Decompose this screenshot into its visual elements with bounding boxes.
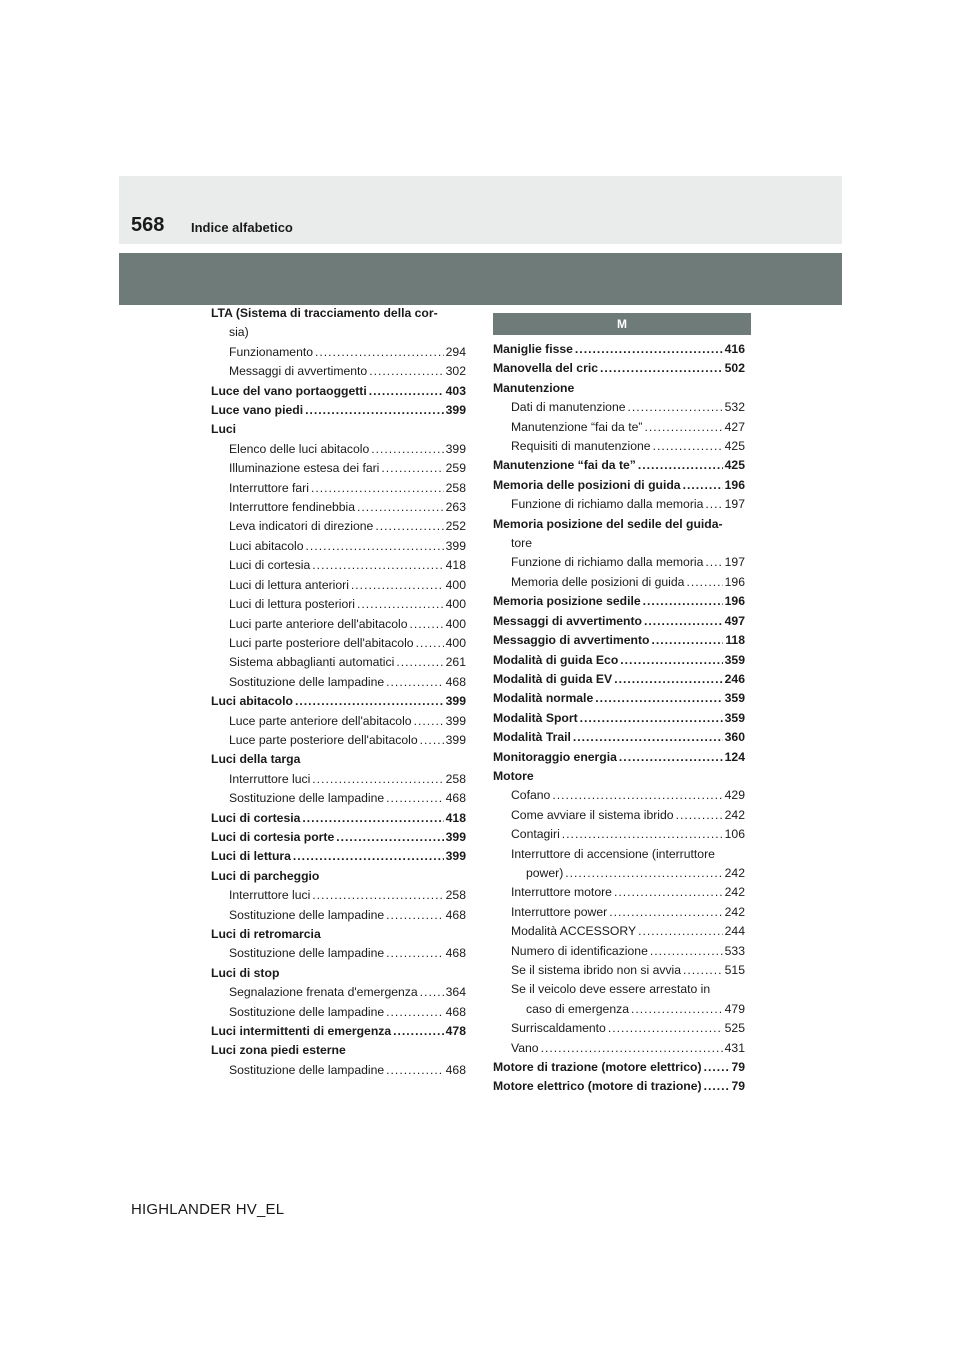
index-entry-label: Luci di lettura posteriori [229, 597, 355, 612]
leader-dots [336, 828, 443, 847]
index-entry-label: Luci di lettura anteriori [229, 577, 349, 592]
index-entry-label: LTA (Sistema di tracciamento della cor- [211, 306, 438, 320]
leader-dots [704, 1077, 730, 1096]
index-entry-label: Luci della targa [211, 752, 301, 767]
index-entry [493, 1019, 745, 1038]
index-entry-page: 399 [445, 713, 466, 728]
index-entry-label: Memoria delle posizioni di guida [493, 477, 681, 492]
index-entry-label: Modalità di guida EV [493, 671, 613, 686]
leader-dots [375, 517, 443, 536]
index-entry-label: Modalità ACCESSORY [511, 924, 637, 939]
leader-dots [620, 651, 722, 670]
index-entry-label: Luci parte anteriore dell'abitacolo [229, 616, 408, 631]
leader-dots [295, 692, 444, 711]
index-entry-label: Luci parte posteriore dell'abitacolo [229, 635, 414, 650]
index-entry [493, 922, 745, 941]
leader-dots [619, 748, 723, 767]
leader-dots [552, 786, 722, 805]
leader-dots [409, 615, 443, 634]
index-entry-label: Luce vano piedi [211, 403, 304, 418]
index-entry-page: 399 [445, 732, 466, 747]
index-entry [211, 867, 466, 886]
index-entry [493, 631, 745, 650]
index-entry-page: 359 [724, 652, 745, 667]
leader-dots [369, 382, 444, 401]
index-entry-page: 242 [724, 865, 745, 880]
index-entry-page: 468 [445, 907, 466, 922]
index-entry [493, 903, 745, 922]
index-entry-label: Modalità normale [493, 691, 594, 706]
index-entry [493, 651, 745, 670]
index-entry [493, 864, 745, 883]
index-entry-page: 258 [445, 771, 466, 786]
index-entry [493, 437, 745, 456]
leader-dots [562, 825, 723, 844]
index-entry-page: 261 [445, 655, 466, 670]
index-entry-label: Motore di trazione (motore elettrico) [493, 1060, 702, 1075]
index-entry [211, 750, 466, 769]
index-entry-label: Maniglie fisse [493, 342, 573, 356]
leader-dots [414, 712, 444, 731]
index-entry-page: 400 [445, 616, 466, 631]
leader-dots [386, 906, 444, 925]
index-entry-page: 468 [445, 791, 466, 806]
index-entry-label: Luci di lettura [211, 849, 291, 864]
index-entry-label: Memoria posizione del sedile del guida- [493, 516, 723, 531]
index-entry-label: Sostituzione delle lampadine [229, 907, 385, 922]
index-entry-label: tore [511, 536, 533, 551]
index-entry-page: 416 [724, 342, 745, 356]
index-entry [211, 1003, 466, 1022]
leader-dots [628, 398, 723, 417]
index-entry [493, 398, 745, 417]
leader-dots [595, 689, 722, 708]
index-entry-page: 425 [724, 458, 745, 473]
index-entry-label: Messaggi di avvertimento [493, 613, 643, 628]
index-entry-page: 431 [724, 1040, 745, 1055]
index-entry [493, 1058, 745, 1077]
index-entry-page: 359 [724, 710, 745, 725]
index-entry [493, 573, 745, 592]
index-entry-label: Memoria posizione sedile [493, 594, 641, 609]
index-entry [211, 479, 466, 498]
index-entry-page: 244 [724, 924, 745, 939]
index-entry-page: 400 [445, 597, 466, 612]
index-entry-page: 468 [445, 1004, 466, 1019]
index-entry-label: Manutenzione “fai da te” [511, 419, 643, 434]
index-entry-label: Cofano [511, 788, 551, 803]
index-entry-label: Sostituzione delle lampadine [229, 674, 385, 689]
index-entry-page: 242 [724, 904, 745, 919]
leader-dots [683, 961, 723, 980]
index-entry-page: 418 [445, 810, 466, 825]
leader-dots [302, 809, 443, 828]
leader-dots [638, 922, 723, 941]
index-entry-label: Luce parte anteriore dell'abitacolo [229, 713, 412, 728]
index-entry-page: 197 [724, 555, 745, 570]
index-entry-page: 399 [445, 441, 466, 456]
index-entry [211, 401, 466, 420]
index-column-left [211, 304, 466, 1080]
index-entry-label: Luci abitacolo [229, 538, 304, 553]
header-divider-band [119, 253, 842, 305]
index-entry [211, 692, 466, 711]
index-entry [493, 379, 745, 398]
index-entry-label: Sistema abbaglianti automatici [229, 655, 395, 670]
index-entry-label: Illuminazione estesa dei fari [229, 461, 380, 476]
index-entry [211, 517, 466, 536]
index-entry [211, 382, 466, 401]
index-entry [211, 964, 466, 983]
leader-dots [312, 770, 443, 789]
index-entry [211, 576, 466, 595]
section-letter-bar: M [493, 313, 751, 335]
index-entry-page: 427 [724, 419, 745, 434]
index-entry-label: Interruttore fendinebbia [229, 500, 356, 515]
index-entry [493, 670, 745, 689]
index-entry [493, 689, 745, 708]
index-entry [493, 845, 745, 864]
index-entry-page: 106 [724, 827, 745, 842]
index-entry [211, 828, 466, 847]
leader-dots [573, 728, 723, 747]
leader-dots [396, 653, 443, 672]
leader-dots [371, 440, 443, 459]
index-entry-page: 258 [445, 480, 466, 495]
index-entry-page: 468 [445, 946, 466, 961]
index-entry-page: 259 [445, 461, 466, 476]
index-entry-label: Messaggio di avvertimento [493, 633, 650, 648]
index-entry-page: 79 [731, 1060, 745, 1075]
index-entry-label: Manutenzione [493, 380, 575, 395]
index-entry-label: Luci di cortesia [229, 558, 311, 573]
index-entry [493, 359, 745, 378]
leader-dots [643, 592, 723, 611]
index-entry-label: Sostituzione delle lampadine [229, 791, 385, 806]
leader-dots [683, 476, 723, 495]
index-entry-label: Luci di stop [211, 965, 280, 980]
index-entry-label: Manovella del cric [493, 361, 598, 376]
index-entry [493, 1039, 745, 1058]
index-entry-label: Surriscaldamento [511, 1021, 606, 1036]
index-entry-label: Funzionamento [229, 344, 314, 359]
index-entry-label: Luce del vano portaoggetti [211, 383, 367, 398]
leader-dots [653, 437, 723, 456]
index-entry [211, 1061, 466, 1080]
leader-dots [650, 942, 723, 961]
index-entry [493, 495, 745, 514]
index-entry [211, 1022, 466, 1041]
index-entry-label: power) [526, 865, 564, 880]
index-entry-page: 196 [724, 594, 745, 609]
index-entry-page: 400 [445, 577, 466, 592]
index-entry-label: Interruttore motore [511, 885, 612, 900]
leader-dots [306, 537, 444, 556]
index-entry-page: 246 [724, 671, 745, 686]
index-entry-label: Luci di parcheggio [211, 868, 320, 883]
index-entry-page: 399 [445, 694, 466, 709]
leader-dots [386, 944, 444, 963]
leader-dots [676, 806, 723, 825]
index-entry [211, 304, 466, 323]
index-entry-label: Modalità Sport [493, 710, 578, 725]
leader-dots [305, 401, 444, 420]
index-entry-page: 418 [445, 558, 466, 573]
index-entry-page: 252 [445, 519, 466, 534]
index-entry-label: Sostituzione delle lampadine [229, 1004, 385, 1019]
index-entry-page: 242 [724, 885, 745, 900]
index-entry-page: 359 [724, 691, 745, 706]
index-entry [211, 770, 466, 789]
index-entry-page: 242 [724, 807, 745, 822]
leader-dots [386, 673, 444, 692]
index-entry-label: Luci [211, 422, 237, 437]
leader-dots [608, 1019, 723, 1038]
page-number: 568 [131, 214, 165, 236]
index-entry-label: Motore elettrico (motore di trazione) [493, 1079, 702, 1094]
index-entry-page: 425 [724, 439, 745, 454]
index-entry [211, 1041, 466, 1060]
index-entry [211, 886, 466, 905]
leader-dots [293, 847, 444, 866]
index-entry-label: Interruttore fari [229, 480, 309, 495]
section-title: Indice alfabetico [191, 220, 293, 235]
index-entry-label: Come avviare il sistema ibrido [511, 807, 674, 822]
index-entry-label: Interruttore power [511, 904, 608, 919]
index-entry-label: Messaggi di avvertimento [229, 364, 368, 379]
index-entry-label: Sostituzione delle lampadine [229, 1062, 385, 1077]
index-entry-page: 468 [445, 1062, 466, 1077]
index-entry [493, 883, 745, 902]
index-entry-page: 263 [445, 500, 466, 515]
footer-model: HIGHLANDER HV_EL [131, 1201, 285, 1218]
index-entry [211, 809, 466, 828]
index-entry-page: 294 [445, 344, 466, 359]
index-entry-label: Luci di cortesia [211, 810, 301, 825]
index-entry-page: 364 [445, 985, 466, 1000]
index-entry-label: Memoria delle posizioni di guida [511, 574, 685, 589]
index-entry-page: 502 [724, 361, 745, 376]
leader-dots [357, 498, 444, 517]
index-entry-page: 79 [731, 1079, 745, 1094]
index-entry [493, 786, 745, 805]
index-entry-page: 429 [724, 788, 745, 803]
index-entry-label: Luci intermittenti di emergenza [211, 1024, 392, 1039]
index-entry [211, 615, 466, 634]
index-entry-page: 399 [445, 829, 466, 844]
index-entry-page: 400 [445, 635, 466, 650]
index-entry [211, 420, 466, 439]
index-entry-label: Dati di manutenzione [511, 400, 626, 415]
index-entry [493, 340, 745, 359]
leader-dots [644, 612, 723, 631]
index-entry [493, 1077, 745, 1096]
leader-dots [600, 359, 723, 378]
index-entry [493, 825, 745, 844]
index-entry-label: Luci di retromarcia [211, 927, 321, 941]
index-entry [493, 806, 745, 825]
leader-dots [705, 553, 722, 572]
leader-dots [541, 1039, 723, 1058]
leader-dots [351, 576, 444, 595]
leader-dots [312, 886, 443, 905]
index-entry-label: Funzione di richiamo dalla memoria [511, 555, 704, 570]
index-entry [493, 767, 745, 786]
index-entry-label: Interruttore di accensione (interruttore [511, 846, 715, 861]
leader-dots [386, 789, 444, 808]
index-entry [211, 459, 466, 478]
index-entry-label: Segnalazione frenata d'emergenza [229, 985, 418, 1000]
index-entry [493, 980, 745, 999]
index-entry-label: Se il veicolo deve essere arrestato in [511, 982, 711, 997]
index-entry [211, 323, 466, 342]
index-entry-label: Luci abitacolo [211, 694, 293, 709]
leader-dots [686, 573, 722, 592]
leader-dots [565, 864, 722, 883]
index-entry-page: 399 [445, 849, 466, 864]
index-entry-label: Numero di identificazione [511, 943, 648, 958]
index-entry [211, 906, 466, 925]
index-entry [493, 612, 745, 631]
index-entry [211, 537, 466, 556]
index-entry [493, 942, 745, 961]
index-entry-page: 403 [445, 383, 466, 398]
index-entry-label: Modalità Trail [493, 730, 571, 745]
index-entry [211, 673, 466, 692]
leader-dots [705, 495, 722, 514]
index-entry [493, 418, 745, 437]
index-entry [493, 961, 745, 980]
index-entry [211, 498, 466, 517]
index-entry-label: Interruttore luci [229, 888, 311, 903]
leader-dots [631, 1000, 723, 1019]
index-entry [493, 748, 745, 767]
leader-dots [386, 1003, 444, 1022]
index-entry [211, 595, 466, 614]
index-entry-label: Interruttore luci [229, 771, 311, 786]
leader-dots [609, 903, 722, 922]
index-entry [211, 944, 466, 963]
index-entry-label: Manutenzione “fai da te” [493, 458, 636, 473]
index-entry-label: Motore [493, 768, 534, 783]
index-entry [493, 515, 745, 534]
index-entry [211, 712, 466, 731]
index-entry [493, 476, 745, 495]
leader-dots [651, 631, 723, 650]
index-entry-page: 399 [445, 538, 466, 553]
index-entry [493, 709, 745, 728]
index-entry-page: 533 [724, 943, 745, 958]
index-entry [211, 925, 466, 944]
leader-dots [614, 883, 723, 902]
index-entry-label: Luci zona piedi esterne [211, 1043, 346, 1058]
index-entry-label: Sostituzione delle lampadine [229, 946, 385, 961]
leader-dots [704, 1058, 730, 1077]
leader-dots [312, 556, 443, 575]
index-entry-label: caso di emergenza [526, 1001, 629, 1016]
index-entry-page: 525 [724, 1021, 745, 1036]
index-entry [493, 728, 745, 747]
index-entry-page: 258 [445, 888, 466, 903]
index-entry-page: 399 [445, 403, 466, 418]
leader-dots [644, 418, 722, 437]
index-entry-label: Contagiri [511, 827, 560, 842]
leader-dots [381, 459, 443, 478]
index-entry [493, 534, 745, 553]
index-entry [493, 1000, 745, 1019]
leader-dots [311, 479, 444, 498]
index-entry [211, 789, 466, 808]
index-entry-label: Luce parte posteriore dell'abitacolo [229, 732, 418, 747]
index-entry [493, 592, 745, 611]
index-entry [493, 456, 745, 475]
leader-dots [416, 634, 444, 653]
index-entry-page: 497 [724, 613, 745, 628]
index-entry-label: Luci di cortesia porte [211, 829, 335, 844]
index-entry [211, 440, 466, 459]
index-entry-page: 196 [724, 574, 745, 589]
index-entry-label: Requisiti di manutenzione [511, 439, 651, 454]
leader-dots [580, 709, 723, 728]
index-entry [211, 362, 466, 381]
index-entry [211, 847, 466, 866]
index-entry-page: 532 [724, 400, 745, 415]
index-entry-page: 360 [724, 730, 745, 745]
index-entry-page: 197 [724, 497, 745, 512]
index-entry [211, 343, 466, 362]
index-entry [493, 553, 745, 572]
index-entry-label: Vano [511, 1040, 539, 1055]
index-entry-page: 468 [445, 674, 466, 689]
index-entry-label: Funzione di richiamo dalla memoria [511, 497, 704, 512]
leader-dots [638, 456, 723, 475]
leader-dots [393, 1022, 444, 1041]
index-entry [211, 983, 466, 1002]
leader-dots [357, 595, 444, 614]
index-entry-page: 515 [724, 963, 745, 977]
index-entry-page: 118 [725, 633, 745, 648]
index-entry-page: 124 [724, 749, 745, 764]
index-entry-page: 478 [445, 1024, 466, 1039]
leader-dots [369, 362, 443, 381]
leader-dots [420, 983, 444, 1002]
index-entry-page: 196 [724, 477, 745, 492]
index-entry-label: Se il sistema ibrido non si avvia [511, 963, 682, 977]
index-entry-label: Leva indicatori di direzione [229, 519, 374, 534]
index-entry-page: 479 [724, 1001, 745, 1016]
index-entry [211, 653, 466, 672]
leader-dots [575, 340, 723, 359]
index-entry-label: sia) [229, 325, 249, 340]
index-entry [211, 731, 466, 750]
leader-dots [315, 343, 444, 362]
index-entry [211, 556, 466, 575]
index-entry-label: Elenco delle luci abitacolo [229, 441, 370, 456]
index-entry-label: Modalità di guida Eco [493, 652, 619, 667]
index-entry-page: 302 [445, 364, 466, 379]
leader-dots [420, 731, 444, 750]
index-entry-label: Monitoraggio energia [493, 749, 617, 764]
index-column-right [493, 340, 745, 1097]
index-entry [211, 634, 466, 653]
leader-dots [386, 1061, 444, 1080]
leader-dots [614, 670, 722, 689]
